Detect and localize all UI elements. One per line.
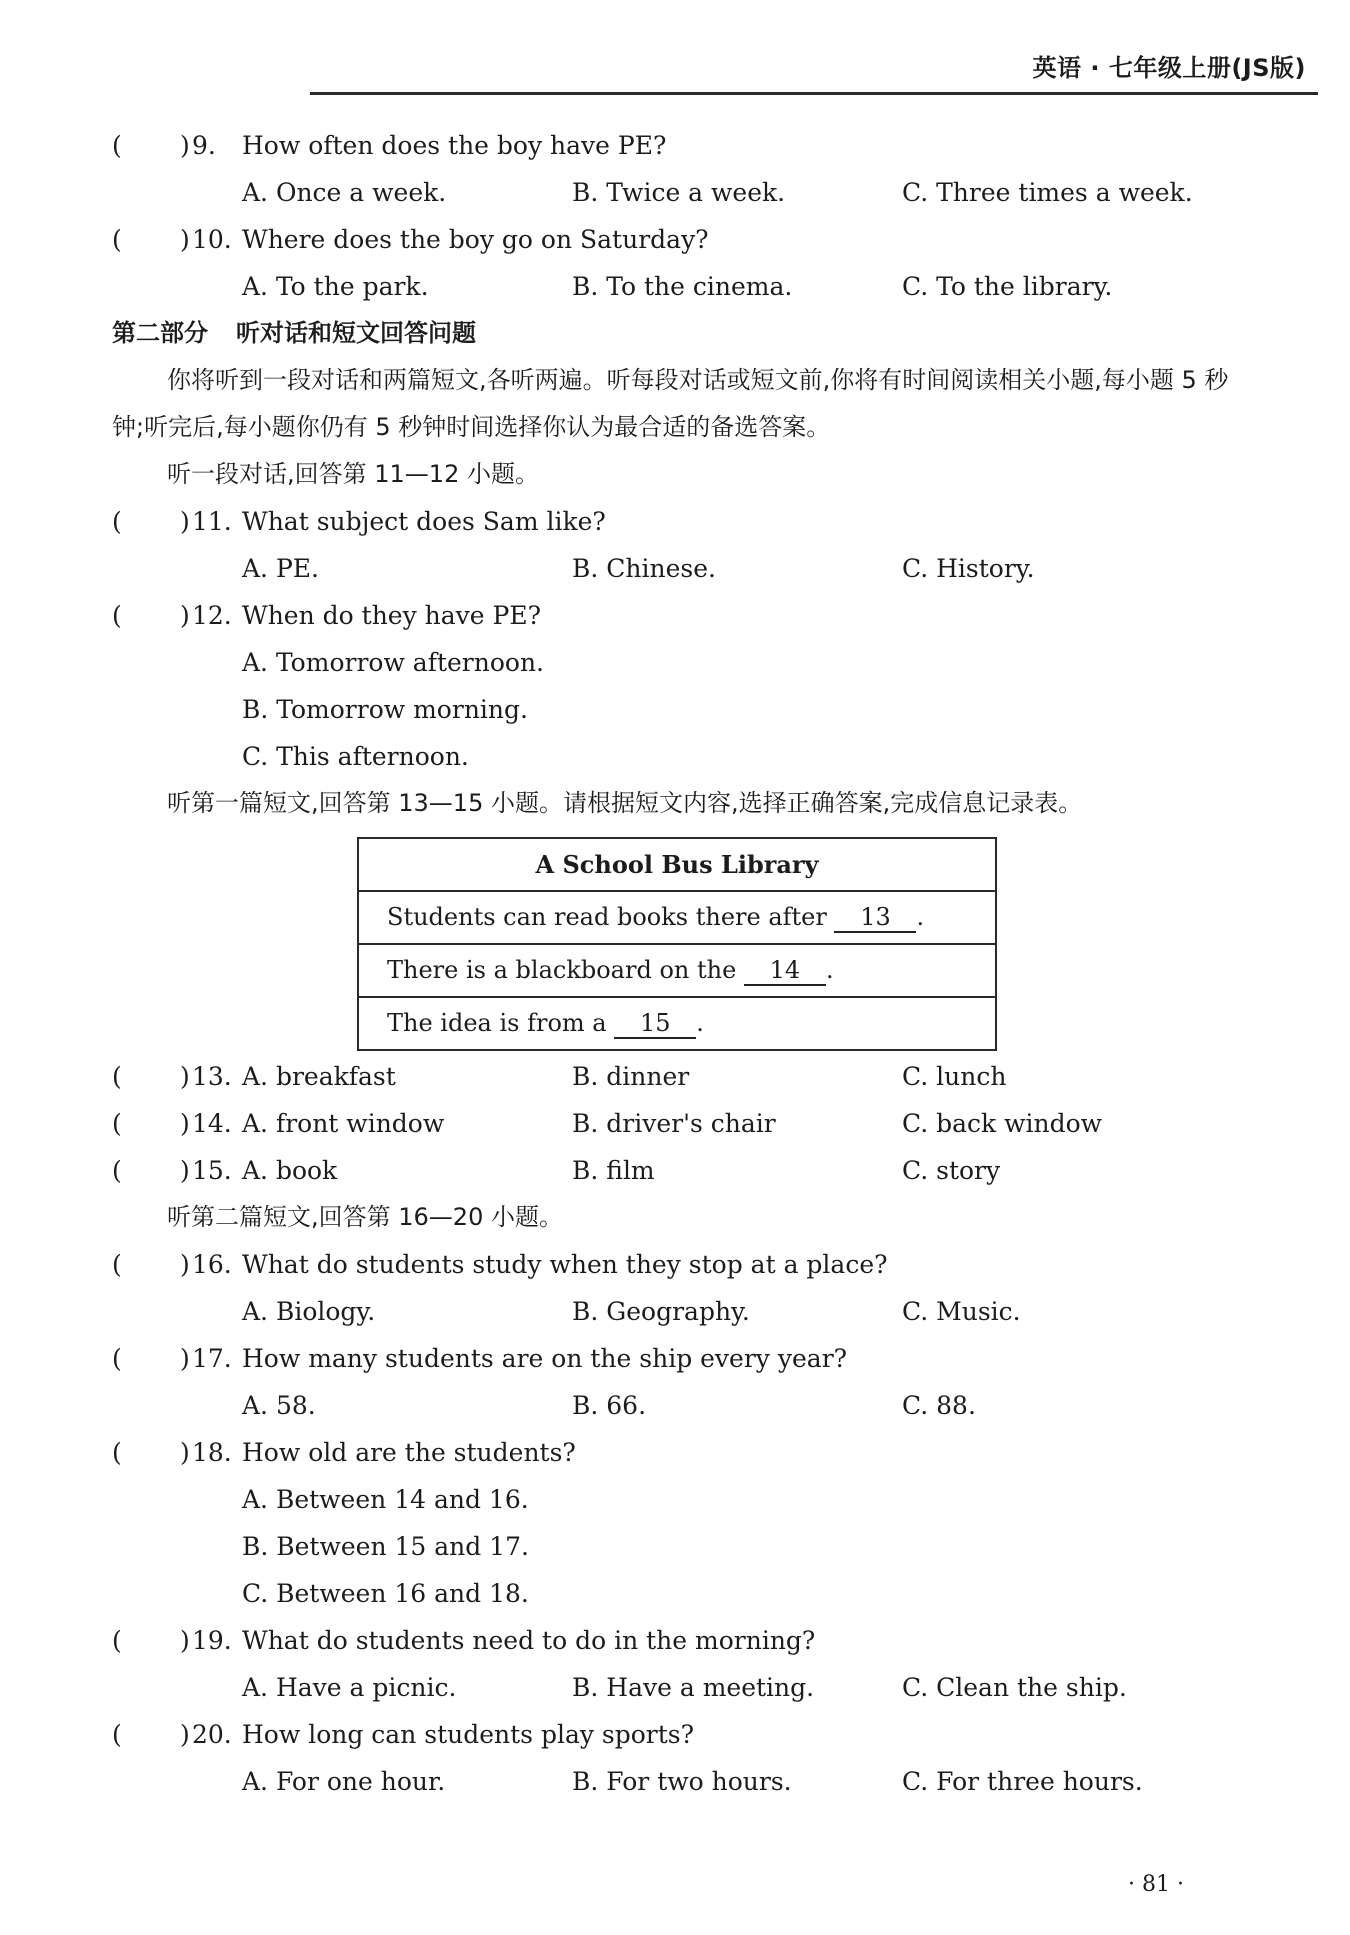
question-18 [112, 1429, 1262, 1476]
question-number: 15. [192, 1156, 232, 1185]
answer-paren-open: ( [112, 131, 122, 160]
blank-13: 13 [834, 903, 916, 933]
answer-paren-open: ( [112, 601, 122, 630]
table-row-text: Students can read books there after [387, 902, 827, 931]
question-16 [112, 1241, 1262, 1288]
answer-paren-open: ( [112, 1720, 122, 1749]
answer-paren-close: ) [180, 1250, 190, 1279]
answer-paren-open: ( [112, 1250, 122, 1279]
answer-paren-open: ( [112, 225, 122, 254]
table-row [358, 944, 996, 997]
option-c-row [112, 733, 1262, 780]
option-c: C. For three hours. [902, 1767, 1143, 1796]
answer-paren-close: ) [180, 1344, 190, 1373]
option-b: B. film [572, 1156, 655, 1185]
question-number: 18. [192, 1438, 232, 1467]
blank-14: 14 [744, 956, 826, 986]
period: . [696, 1008, 704, 1037]
option-a-row [112, 1476, 1262, 1523]
option-a: A. To the park. [242, 272, 429, 301]
options-11 [112, 545, 1262, 592]
option-a: A. Biology. [242, 1297, 376, 1326]
option-c: C. story [902, 1156, 1001, 1185]
page-header [310, 44, 1318, 95]
question-text: What do students need to do in the morning? [242, 1626, 816, 1655]
options-20 [112, 1758, 1262, 1805]
option-c: C. This afternoon. [242, 742, 469, 771]
option-a-row [112, 639, 1262, 686]
option-a: A. Have a picnic. [242, 1673, 457, 1702]
answer-paren-open: ( [112, 1062, 122, 1091]
question-text: What subject does Sam like? [242, 507, 606, 536]
option-b: B. driver's chair [572, 1109, 776, 1138]
book-title: 英语 · 七年级上册(JS版) [1032, 54, 1306, 82]
answer-paren-close: ) [180, 1438, 190, 1467]
answer-paren-close: ) [180, 1626, 190, 1655]
option-a: A. Between 14 and 16. [242, 1485, 529, 1514]
answer-paren-open: ( [112, 1156, 122, 1185]
passage1-intro: 听第一篇短文,回答第 13—15 小题。请根据短文内容,选择正确答案,完成信息记录表。 [167, 789, 1083, 817]
options-19 [112, 1664, 1262, 1711]
question-number: 13. [192, 1062, 232, 1091]
answer-paren-open: ( [112, 1109, 122, 1138]
option-a: A. Tomorrow afternoon. [242, 648, 544, 677]
table-title: A School Bus Library [358, 838, 996, 891]
option-b: B. Chinese. [572, 554, 716, 583]
question-number: 12. [192, 601, 232, 630]
option-b: B. 66. [572, 1391, 647, 1420]
section-title [112, 310, 1262, 357]
passage2-intro: 听第二篇短文,回答第 16—20 小题。 [167, 1203, 563, 1231]
options-10 [112, 263, 1262, 310]
question-20 [112, 1711, 1262, 1758]
question-number: 16. [192, 1250, 232, 1279]
option-b-row [112, 1523, 1262, 1570]
answer-paren-open: ( [112, 1344, 122, 1373]
option-c: C. Between 16 and 18. [242, 1579, 529, 1608]
table-row [358, 997, 996, 1050]
question-17 [112, 1335, 1262, 1382]
option-b: B. Have a meeting. [572, 1673, 815, 1702]
question-10 [112, 216, 1262, 263]
question-text: How often does the boy have PE? [242, 131, 667, 160]
table-row [358, 891, 996, 944]
option-c: C. 88. [902, 1391, 976, 1420]
option-b: B. To the cinema. [572, 272, 793, 301]
answer-paren-close: ) [180, 601, 190, 630]
question-text: How long can students play sports? [242, 1720, 695, 1749]
question-text: What do students study when they stop at a place? [242, 1250, 888, 1279]
blank-15: 15 [614, 1009, 696, 1039]
option-b: B. Between 15 and 17. [242, 1532, 529, 1561]
option-a: A. For one hour. [242, 1767, 446, 1796]
option-c: C. Clean the ship. [902, 1673, 1127, 1702]
option-b: B. For two hours. [572, 1767, 792, 1796]
answer-paren-close: ) [180, 131, 190, 160]
answer-paren-close: ) [180, 225, 190, 254]
option-b: B. Twice a week. [572, 178, 786, 207]
question-12 [112, 592, 1262, 639]
question-number: 9. [192, 131, 216, 160]
question-number: 17. [192, 1344, 232, 1373]
question-number: 14. [192, 1109, 232, 1138]
options-9 [112, 169, 1262, 216]
section-part: 第二部分 [112, 319, 208, 347]
answer-paren-close: ) [180, 1062, 190, 1091]
question-text: When do they have PE? [242, 601, 541, 630]
answer-paren-open: ( [112, 1626, 122, 1655]
page-content [112, 122, 1262, 1805]
option-b: B. Geography. [572, 1297, 750, 1326]
question-9 [112, 122, 1262, 169]
answer-paren-open: ( [112, 507, 122, 536]
question-text: Where does the boy go on Saturday? [242, 225, 709, 254]
info-record-table [357, 837, 997, 1051]
question-text: How old are the students? [242, 1438, 576, 1467]
option-a: A. 58. [242, 1391, 316, 1420]
option-c: C. Music. [902, 1297, 1021, 1326]
question-text: How many students are on the ship every year? [242, 1344, 848, 1373]
answer-paren-close: ) [180, 1156, 190, 1185]
page-number: · 81 · [1128, 1872, 1184, 1897]
options-16 [112, 1288, 1262, 1335]
option-a: A. Once a week. [242, 178, 447, 207]
option-b: B. dinner [572, 1062, 690, 1091]
option-a: A. PE. [242, 554, 319, 583]
option-a: A. breakfast [242, 1062, 396, 1091]
option-a: A. front window [242, 1109, 445, 1138]
info-table-wrap [112, 827, 1262, 1053]
option-b-row [112, 686, 1262, 733]
option-c: C. History. [902, 554, 1035, 583]
question-number: 11. [192, 507, 232, 536]
question-number: 10. [192, 225, 232, 254]
question-15 [112, 1147, 1262, 1194]
section-instructions: 你将听到一段对话和两篇短文,各听两遍。听每段对话或短文前,你将有时间阅读相关小题,每小题 5 秒钟;听完后,每小题你仍有 5 秒钟时间选择你认为最合适的备选答案。 [112, 366, 1229, 441]
answer-paren-open: ( [112, 1438, 122, 1467]
option-c: C. lunch [902, 1062, 1007, 1091]
period: . [916, 902, 925, 931]
answer-paren-close: ) [180, 507, 190, 536]
question-13 [112, 1053, 1262, 1100]
table-row-text: The idea is from a [387, 1008, 607, 1037]
period: . [825, 955, 834, 984]
question-14 [112, 1100, 1262, 1147]
dialogue-intro: 听一段对话,回答第 11—12 小题。 [167, 460, 539, 488]
section-heading: 听对话和短文回答问题 [236, 319, 476, 347]
option-c: C. back window [902, 1109, 1103, 1138]
option-c: C. Three times a week. [902, 178, 1193, 207]
question-19 [112, 1617, 1262, 1664]
answer-paren-close: ) [180, 1720, 190, 1749]
question-number: 20. [192, 1720, 232, 1749]
option-a: A. book [242, 1156, 338, 1185]
question-number: 19. [192, 1626, 232, 1655]
option-c-row [112, 1570, 1262, 1617]
question-11 [112, 498, 1262, 545]
table-row-text: There is a blackboard on the [387, 955, 737, 984]
answer-paren-close: ) [180, 1109, 190, 1138]
option-b: B. Tomorrow morning. [242, 695, 528, 724]
option-c: C. To the library. [902, 272, 1113, 301]
options-17 [112, 1382, 1262, 1429]
